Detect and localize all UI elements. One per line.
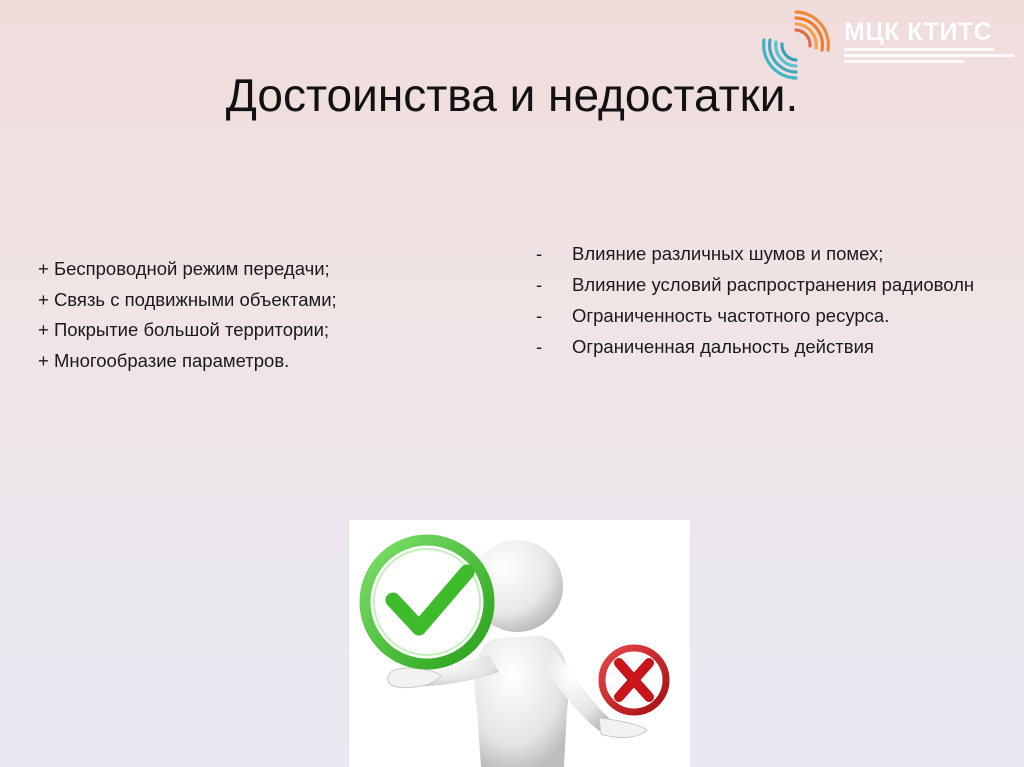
disadvantage-text: Ограниченная дальность действия	[572, 336, 874, 357]
disadvantage-text: Влияние условий распространения радиоволн	[572, 274, 975, 295]
pros-cons-illustration	[349, 520, 690, 767]
advantage-item: + Беспроводной режим передачи;	[38, 258, 330, 279]
advantages-list	[38, 254, 458, 376]
dash-marker: -	[536, 336, 543, 357]
illustration-graphic	[349, 520, 690, 767]
disadvantages-list	[536, 238, 976, 362]
advantage-item: + Покрытие большой территории;	[38, 319, 330, 340]
cross-mark-icon	[602, 648, 666, 712]
dash-marker: -	[536, 305, 543, 326]
check-mark-icon	[365, 540, 489, 664]
advantage-item: + Связь с подвижными объектами;	[38, 288, 337, 310]
disadvantage-item	[536, 331, 976, 362]
disadvantage-text: Влияние различных шумов и помех;	[572, 243, 884, 264]
disadvantage-item	[536, 238, 976, 269]
disadvantage-item	[536, 300, 976, 331]
advantage-item: + Многообразие параметров.	[38, 349, 290, 371]
dash-marker: -	[536, 243, 543, 264]
logo-name: МЦК КТИТС	[844, 18, 993, 46]
dash-marker: -	[536, 274, 543, 295]
disadvantage-item	[536, 269, 976, 300]
disadvantage-text: Ограниченность частотного ресурса.	[572, 305, 890, 326]
slide-title: Достоинства и недостатки.	[225, 69, 799, 121]
